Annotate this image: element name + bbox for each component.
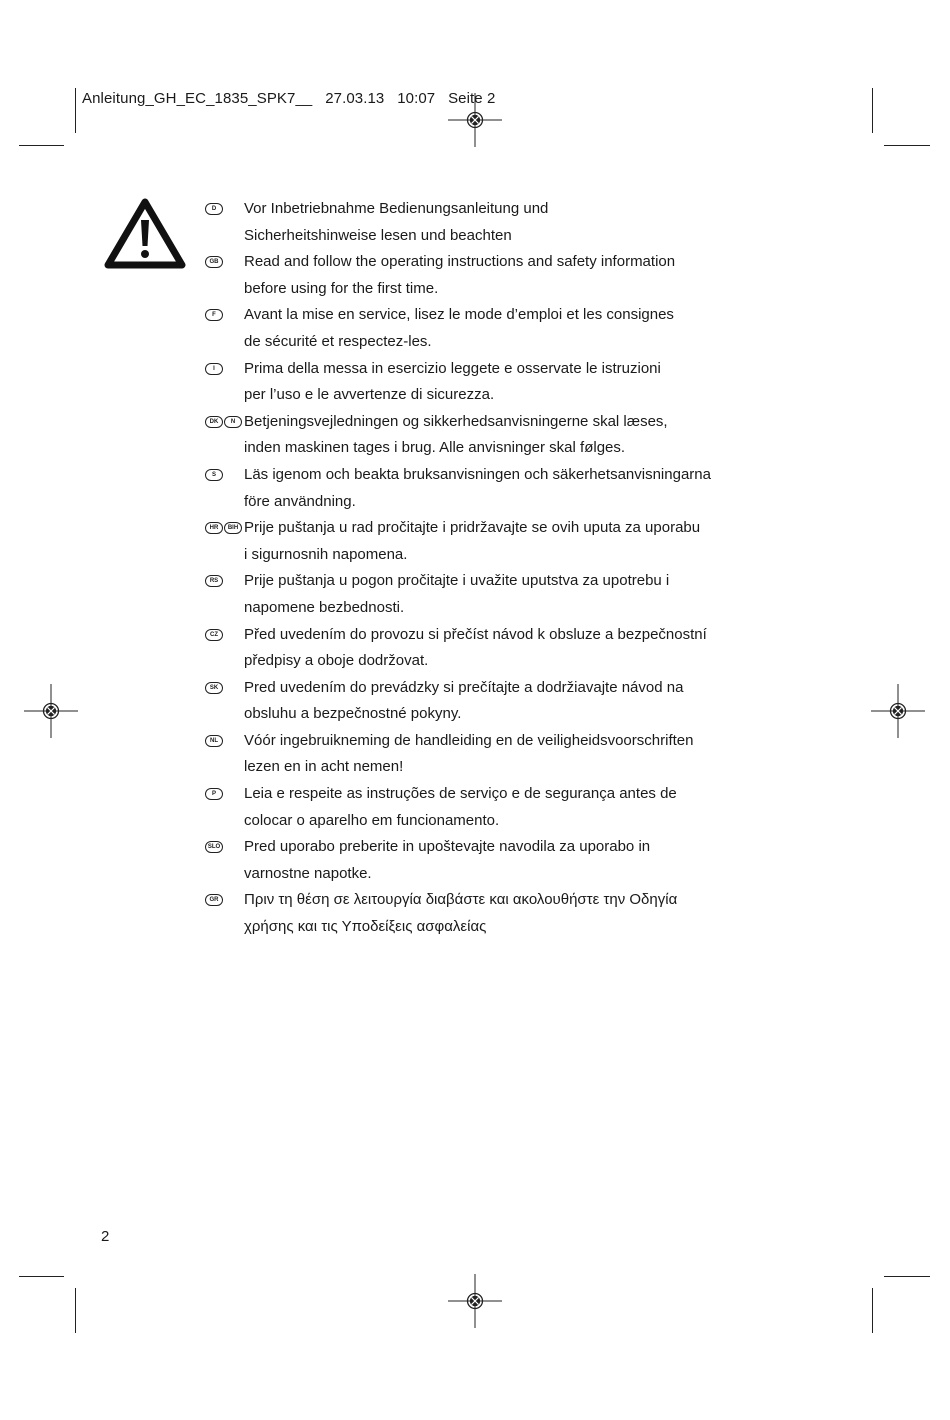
safety-instructions-list [205, 196, 765, 941]
language-code-group [205, 575, 223, 587]
language-code-badge: SK [205, 682, 223, 694]
instruction-text-line: per l’uso e le avvertenze di sicurezza. [244, 386, 495, 404]
language-code-group [205, 363, 223, 375]
instruction-text-line: varnostne napotke. [244, 864, 372, 882]
instruction-text-line: Prije puštanja u pogon pročitajte i uvažite uputstva za upotrebu i [244, 572, 670, 590]
language-code-badge: D [205, 203, 223, 215]
instruction-item [205, 249, 765, 302]
instruction-item [205, 302, 765, 355]
language-code-group [205, 416, 242, 428]
registration-mark-icon [448, 1274, 502, 1328]
language-code-badge: P [205, 788, 223, 800]
language-code-badge: CZ [205, 629, 223, 641]
crop-mark-bottom-left-horizontal [19, 1276, 64, 1277]
instruction-item [205, 728, 765, 781]
registration-mark-icon [871, 684, 925, 738]
language-code-badge: SLO [205, 841, 223, 853]
instruction-text-line: Läs igenom och beakta bruksanvisningen och säkerhetsanvisningarna [244, 465, 711, 483]
instruction-item [205, 462, 765, 515]
instruction-text-line: napomene bezbednosti. [244, 598, 405, 616]
instruction-text-line: lezen en in acht nemen! [244, 758, 404, 776]
language-code-group [205, 682, 223, 694]
slug-time: 10:07 [397, 90, 436, 107]
language-code-badge: NL [205, 735, 223, 747]
print-slug-header [82, 90, 495, 107]
language-code-badge: I [205, 363, 223, 375]
language-code-badge: GR [205, 894, 223, 906]
registration-mark-icon [448, 93, 502, 147]
warning-triangle-icon [104, 198, 186, 270]
registration-mark-icon [24, 684, 78, 738]
language-code-badge: S [205, 469, 223, 481]
instruction-item [205, 622, 765, 675]
instruction-text-line: Vor Inbetriebnahme Bedienungsanleitung und [244, 200, 549, 217]
language-code-badge: RS [205, 575, 223, 587]
instruction-text-line: obsluhu a bezpečnostné pokyny. [244, 705, 462, 723]
language-code-group [205, 469, 223, 481]
instruction-text-line: colocar o aparelho em funcionamento. [244, 811, 500, 829]
instruction-item [205, 675, 765, 728]
instruction-item [205, 515, 765, 568]
instruction-text-line: Betjeningsvejledningen og sikkerhedsanvisningerne skal læses, [244, 412, 668, 430]
slug-page-label: Seite 2 [448, 90, 496, 107]
instruction-text-line: före användning. [244, 492, 356, 510]
language-code-badge: HR [205, 522, 223, 534]
crop-mark-bottom-left-vertical [75, 1288, 76, 1333]
language-code-badge: GB [205, 256, 223, 268]
instruction-text-line: Prima della messa in esercizio leggete e osservate le istruzioni [244, 359, 661, 377]
slug-filename: Anleitung_GH_EC_1835_SPK7__ [82, 90, 313, 107]
instruction-text-line: Pred uvedením do prevádzky si prečítajte a dodržiavajte návod na [244, 678, 684, 696]
crop-mark-top-left-horizontal [19, 145, 64, 146]
instruction-text-line: Πριν τη θέση σε λειτουργία διαβάστε και ακολουθήστε την Οδηγία [244, 891, 678, 909]
language-code-group [205, 788, 223, 800]
crop-mark-top-right-horizontal [884, 145, 930, 146]
language-code-group [205, 735, 223, 747]
language-code-badge: BIH [224, 522, 242, 534]
instruction-text-line: Pred uporabo preberite in upoštevajte navodila za uporabo in [244, 838, 651, 856]
instruction-item [205, 834, 765, 887]
instruction-text-line: inden maskinen tages i brug. Alle anvisninger skal følges. [244, 439, 626, 457]
instruction-item [205, 781, 765, 834]
instruction-text-line: Leia e respeite as instruções de serviço e de segurança antes de [244, 785, 677, 803]
instruction-text-line: i sigurnosnih napomena. [244, 545, 408, 563]
language-code-badge: N [224, 416, 242, 428]
crop-mark-bottom-right-vertical [872, 1288, 873, 1333]
crop-mark-top-right-vertical [872, 88, 873, 133]
instruction-text-line: χρήσης και τις Υποδείξεις ασφαλείας [244, 918, 487, 936]
instruction-text-line: de sécurité et respectez-les. [244, 332, 432, 350]
instruction-item [205, 568, 765, 621]
crop-mark-top-left-vertical [75, 88, 76, 133]
instruction-item [205, 887, 765, 940]
language-code-group [205, 203, 223, 215]
page-number: 2 [101, 1228, 110, 1245]
language-code-group [205, 629, 223, 641]
instruction-text-line: Vóór ingebruikneming de handleiding en de veiligheidsvoorschriften [244, 731, 694, 749]
language-code-group [205, 522, 242, 534]
slug-date: 27.03.13 [325, 90, 385, 107]
instruction-text-line: Read and follow the operating instructions and safety information [244, 253, 676, 271]
language-code-badge: DK [205, 416, 223, 428]
instruction-text-line: Avant la mise en service, lisez le mode d’emploi et les consignes [244, 306, 674, 324]
crop-mark-bottom-right-horizontal [884, 1276, 930, 1277]
language-code-group [205, 894, 223, 906]
instruction-item [205, 409, 765, 462]
language-code-badge: F [205, 309, 223, 321]
instruction-text-line: before using for the first time. [244, 279, 439, 297]
instruction-text-line: předpisy a oboje dodržovat. [244, 652, 429, 670]
instruction-text-line: Prije puštanja u rad pročitajte i pridržavajte se ovih uputa za uporabu [244, 519, 701, 537]
instruction-text-line: Před uvedením do provozu si přečíst návod k obsluze a bezpečnostní [244, 625, 707, 643]
language-code-group [205, 256, 223, 268]
instruction-text-line: Sicherheitshinweise lesen und beachten [244, 226, 512, 244]
instruction-item [205, 356, 765, 409]
language-code-group [205, 309, 223, 321]
instruction-item [205, 196, 765, 249]
language-code-group [205, 841, 223, 853]
